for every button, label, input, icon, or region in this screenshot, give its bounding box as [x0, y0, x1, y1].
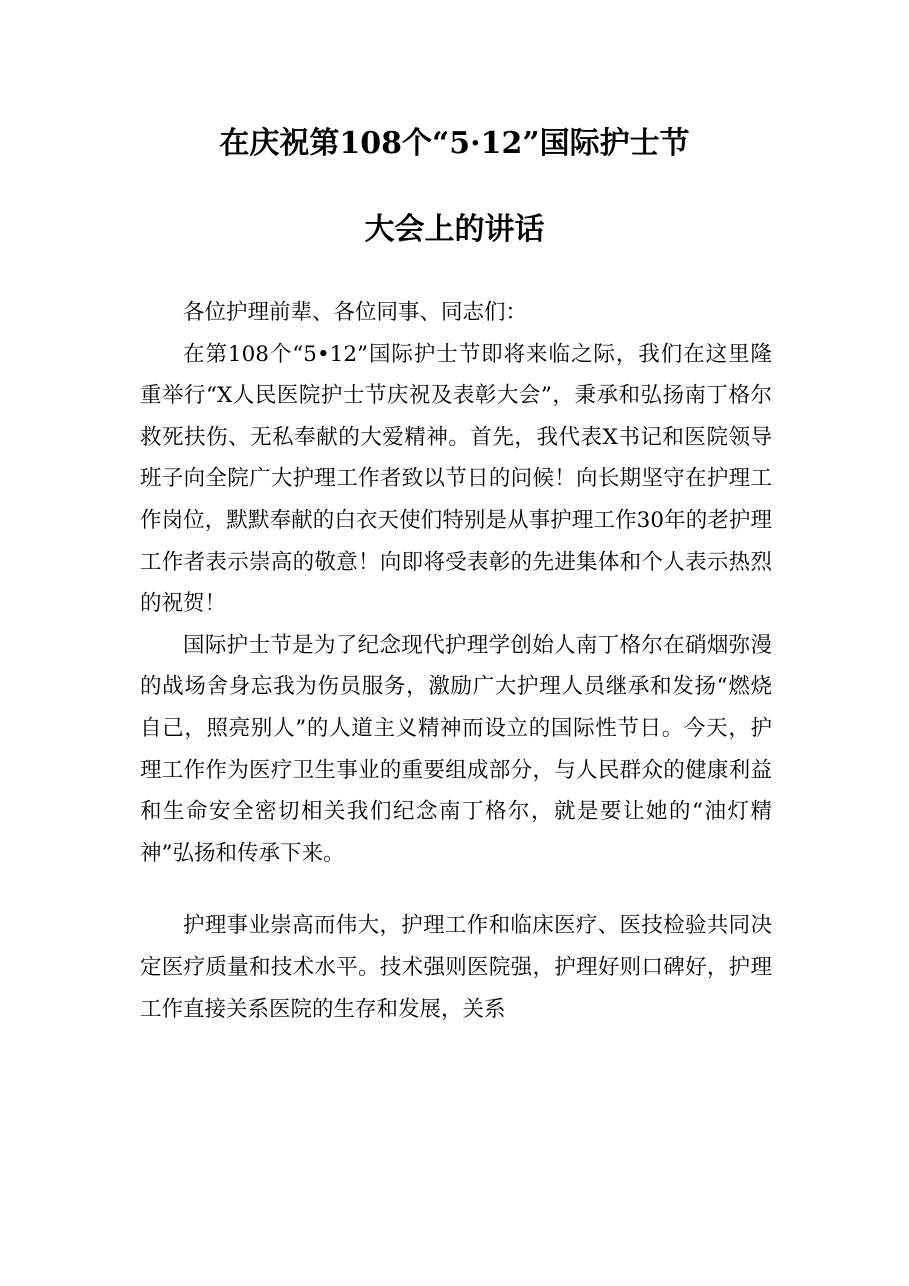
nurses-day-paragraph: 国际护士节是为了纪念现代护理学创始人南丁格尔在硝烟弥漫的战场舍身忘我为伤员服务，激励广大护理人员继承和发扬“燃烧自己，照亮别人”的人道主义精神而设立的国际性节日。今天，护理工作作为医疗卫生事业的重要组成部分，与人民群众的健康利益和生命安全密切相关我们纪念南丁格尔，就是要让她的“油灯精神”弘扬和传承下来。	[140, 632, 772, 866]
document-title-line-2: 大会上的讲话	[364, 212, 545, 247]
document-title-line-1: 在庆祝第108个“5·12”国际护士节	[219, 126, 690, 161]
nursing-career-paragraph: 护理事业崇高而伟大，护理工作和临床医疗、医技检验共同决定医疗质量和技术水平。技术强则医院强，护理好则口碑好，护理工作直接关系医院的生存和发展，关系	[140, 913, 772, 1022]
salutation-paragraph: 各位护理前辈、各位同事、同志们：	[183, 300, 528, 325]
document-body	[140, 292, 772, 1030]
opening-paragraph: 在第108个“5•12”国际护士节即将来临之际，我们在这里隆重举行“X人民医院护士节庆祝及表彰大会”，秉承和弘扬南丁格尔救死扶伤、无私奉献的大爱精神。首先，我代表X书记和医院领导班子向全院广大护理工作者致以节日的问候！向长期坚守在护理工作岗位，默默奉献的白衣天使们特别是从事护理工作30年的老护理工作者表示崇高的敬意！向即将受表彰的先进集体和个人表示热烈的祝贺！	[140, 341, 772, 617]
